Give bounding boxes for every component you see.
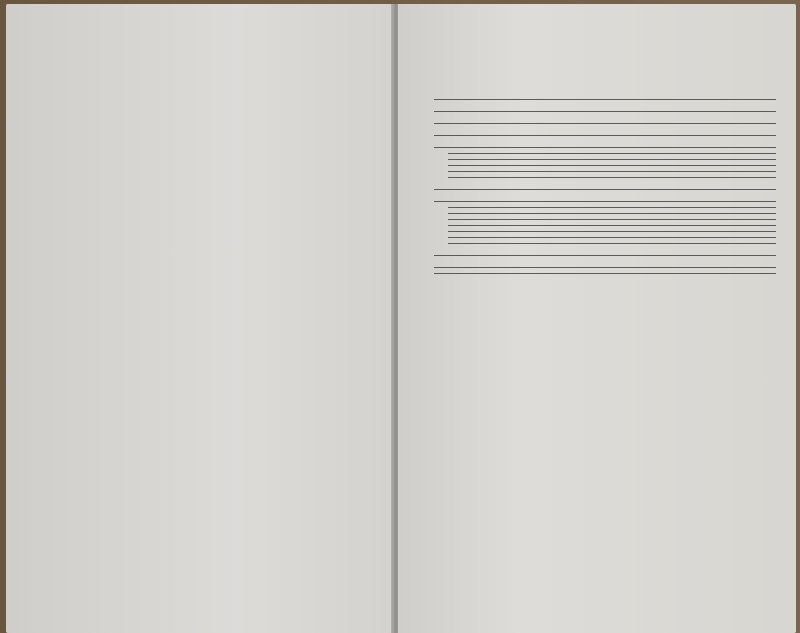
toc-row: [434, 134, 776, 136]
toc-row: [448, 212, 776, 214]
toc-row: [448, 242, 776, 244]
table-of-contents: [434, 98, 776, 278]
toc-row: [448, 158, 776, 160]
toc-row: [448, 230, 776, 232]
toc-row: [448, 176, 776, 178]
toc-row: [448, 236, 776, 238]
toc-row: [434, 122, 776, 124]
toc-row: [434, 200, 776, 202]
open-book: [6, 4, 796, 633]
toc-row: [434, 146, 776, 148]
toc-row: [448, 152, 776, 154]
toc-row: [448, 224, 776, 226]
toc-row: [448, 218, 776, 220]
toc-row: [448, 164, 776, 166]
toc-row: [434, 110, 776, 112]
toc-row: [434, 272, 776, 274]
toc-row: [434, 254, 776, 256]
name-index: [22, 48, 382, 118]
toc-row: [448, 206, 776, 208]
toc-row: [434, 188, 776, 190]
left-page: [6, 4, 394, 633]
toc-row: [434, 98, 776, 100]
toc-row: [434, 266, 776, 268]
toc-row: [448, 170, 776, 172]
right-page: [398, 4, 796, 633]
